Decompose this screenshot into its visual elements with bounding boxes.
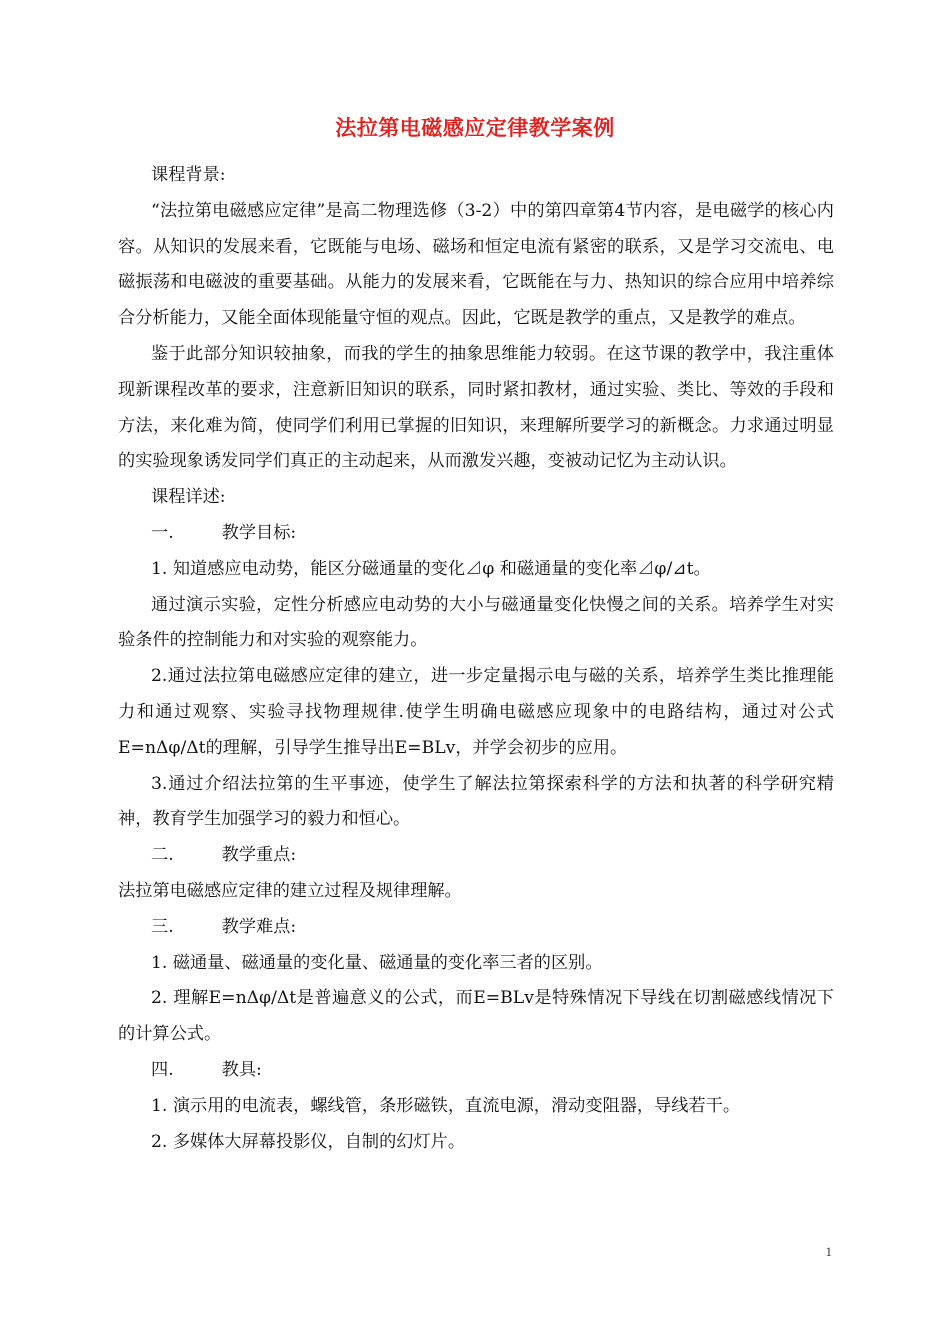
goals-number: 一. (151, 522, 174, 543)
goal-item-1: 1. 知道感应电动势，能区分磁通量的变化⊿φ 和磁通量的变化率⊿φ/⊿t。 (151, 558, 711, 579)
goals-title: 教学目标: (221, 522, 297, 543)
background-paragraph-2: 鉴于此部分知识较抽象，而我的学生的抽象思维能力较弱。在这节课的教学中，我注重体现新课程改革的要求，注意新旧知识的联系，同时紧扣教材，通过实验、类比、等效的手段和方法，来化难为简，使同学们利用已掌握的旧知识，来理解所要学习的新概念。力求通过明显的实验现象诱发同学们真正的主动起来，从而激发兴趣，变被动记忆为主动认识。 (118, 343, 834, 472)
difficulty-item-1: 1. 磁通量、磁通量的变化量、磁通量的变化率三者的区别。 (151, 952, 603, 973)
key-points-text: 法拉第电磁感应定律的建立过程及规律理解。 (118, 880, 462, 901)
goal-item-3: 3.通过介绍法拉第的生平事迹，使学生了解法拉第探索科学的方法和执著的科学研究精神，教育学生加强学习的毅力和恒心。 (118, 773, 834, 830)
goal-item-2: 2.通过法拉第电磁感应定律的建立，进一步定量揭示电与磁的关系，培养学生类比推理能力和通过观察、实验寻找物理规律.使学生明确电磁感应现象中的电路结构，通过对公式E=nΔφ/Δt的理解，引导学生推导出E=BLv，并学会初步的应用。 (118, 666, 834, 758)
goal-item-1-continued: 通过演示实验，定性分析感应电动势的大小与磁通量变化快慢之间的关系。培养学生对实验条件的控制能力和对实验的观察能力。 (118, 594, 834, 651)
page-number: 1 (825, 1244, 832, 1259)
detail-heading: 课程详述: (151, 487, 226, 508)
background-heading: 课程背景: (151, 165, 226, 185)
tools-number: 四. (151, 1059, 174, 1080)
tool-item-2: 2. 多媒体大屏幕投影仪，自制的幻灯片。 (151, 1131, 466, 1152)
key-points-title: 教学重点: (221, 845, 297, 866)
document-body (118, 158, 834, 1160)
difficulty-item-2: 2. 理解E=nΔφ/Δt是普遍意义的公式，而E=BLv是特殊情况下导线在切割磁感线情况下的计算公式。 (118, 988, 834, 1045)
difficulties-heading (118, 910, 834, 946)
tool-item-1: 1. 演示用的电流表，螺线管，条形磁铁，直流电源，滑动变阻器，导线若干。 (151, 1095, 741, 1116)
background-paragraph-1: “法拉第电磁感应定律”是高二物理选修（3-2）中的第四章第4节内容，是电磁学的核心内容。从知识的发展来看，它既能与电场、磁场和恒定电流有紧密的联系，又是学习交流电、电磁振荡和电磁波的重要基础。从能力的发展来看，它既能在与力、热知识的综合应用中培养综合分析能力，又能全面体现能量守恒的观点。因此，它既是教学的重点，又是教学的难点。 (118, 200, 834, 329)
key-points-heading (118, 838, 834, 874)
document-title: 法拉第电磁感应定律教学案例 (335, 116, 615, 140)
tools-title: 教具: (221, 1059, 262, 1080)
difficulties-number: 三. (151, 916, 174, 937)
difficulties-title: 教学难点: (221, 916, 297, 937)
goals-heading (118, 516, 834, 552)
key-points-number: 二. (151, 845, 174, 866)
tools-heading (118, 1053, 834, 1089)
